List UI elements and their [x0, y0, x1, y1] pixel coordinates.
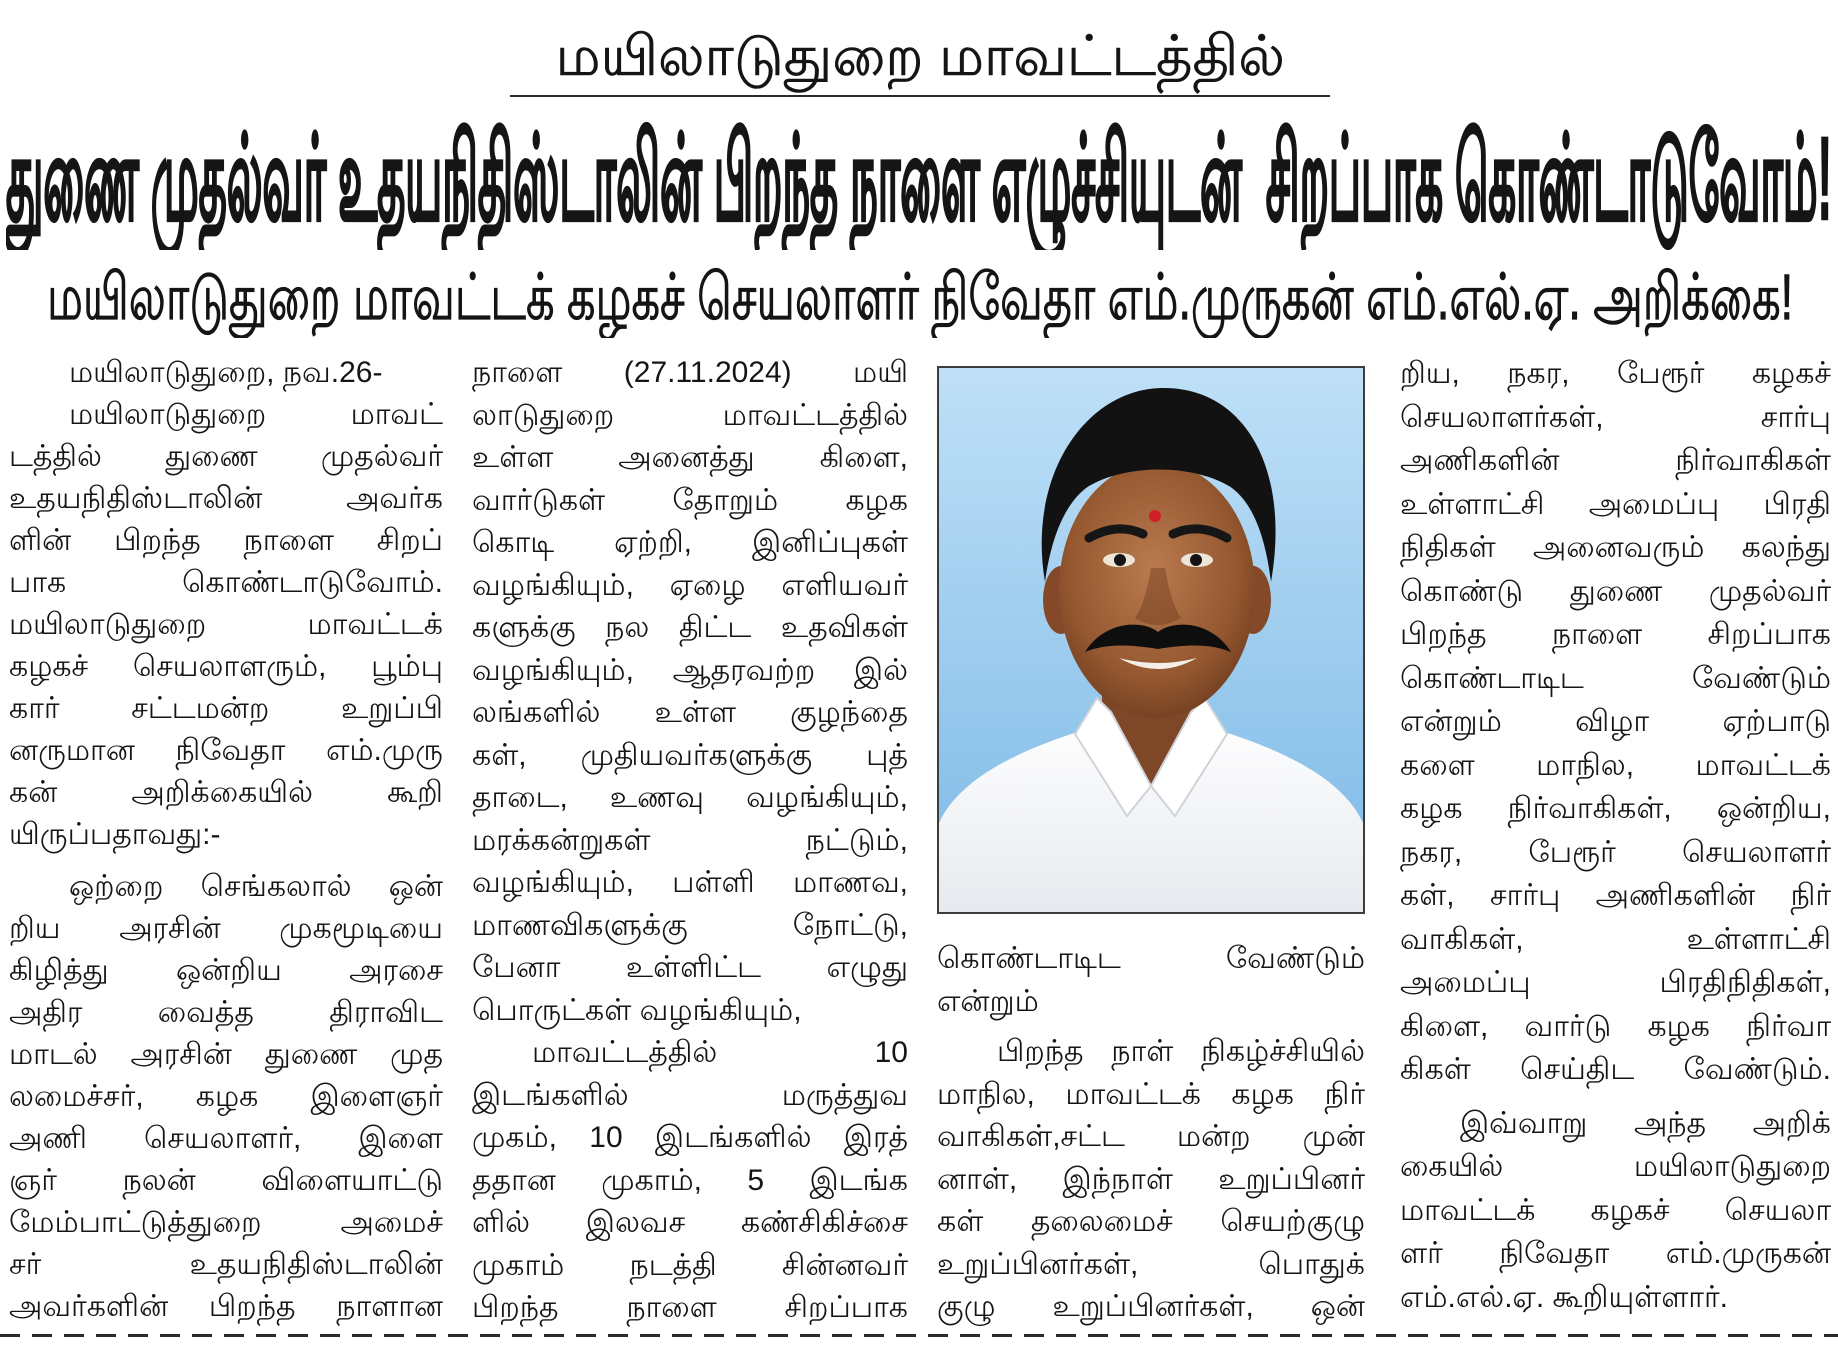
body-line: ளில் இலவச கண்சிகிச்சை: [472, 1206, 908, 1239]
body-line: நாளை (27.11.2024) மயி: [472, 356, 908, 389]
body-line: பிறந்த நாள் நிகழ்ச்சியில்: [997, 1035, 1365, 1068]
body-line: கொடி ஏற்றி, இனிப்புகள்: [472, 526, 908, 559]
tilak-dot: [1149, 510, 1161, 522]
kicker-underline: [510, 95, 1330, 97]
body-line: வாகிகள், உள்ளாட்சி: [1400, 922, 1831, 956]
headline-text: துணை முதல்வர் உதயநிதிஸ்டாலின் பிறந்த நாளை எழுச்சியுடன் சிறப்பாக கொண்டாடுவோம்!: [6, 113, 1832, 245]
body-line: என்றும் விழா ஏற்பாடு: [1400, 705, 1831, 738]
dateline: மயிலாடுதுறை, நவ.26-: [69, 356, 383, 389]
subheadline-text: மயிலாடுதுறை மாவட்டக் கழகச் செயலாளர் நிவேதா எம்.முருகன் எம்.எல்.ஏ. அறிக்கை!: [47, 261, 1793, 333]
body-line: ளர் நிவேதா எம்.முருகன்: [1400, 1237, 1831, 1270]
body-line: கிளை, வார்டு கழக நிர்வா: [1400, 1009, 1831, 1043]
body-line: மாவட்டத்தில் 10: [532, 1036, 908, 1069]
body-line: மயிலாடுதுறை மாவட்டக்: [9, 608, 443, 641]
dashed-cut-line: [0, 1334, 1838, 1337]
kicker-text: மயிலாடுதுறை மாவட்டத்தில்: [555, 24, 1285, 87]
body-line: என்றும்: [937, 984, 1039, 1018]
body-line: கழக நிர்வாகிகள், ஒன்றிய,: [1400, 792, 1831, 825]
body-line: பிறந்த நாளை சிறப்பாக: [1400, 618, 1831, 651]
body-line: உதயநிதிஸ்டாலின் அவர்க: [9, 482, 443, 515]
body-line: இடங்களில் மருத்துவ: [472, 1078, 908, 1112]
body-line: னாள், இந்நாள் உறுப்பினர்: [937, 1162, 1365, 1196]
body-line: அணி செயலாளர், இளை: [9, 1122, 443, 1155]
body-line: றிய, நகர, பேரூர் கழகச்: [1400, 357, 1831, 390]
body-line: இவ்வாறு அந்த அறிக்: [1460, 1106, 1831, 1140]
body-line: அதிர வைத்த திராவிட: [9, 996, 443, 1029]
body-line: மாவட்டக் கழகச் செயலா: [1400, 1193, 1831, 1227]
body-line: மரக்கன்றுகள் நட்டும்,: [472, 823, 908, 857]
body-line: உள்ள அனைத்து கிளை,: [472, 441, 908, 474]
body-line: கள் தலைமைச் செயற்குழு: [937, 1205, 1365, 1238]
body-line: வழங்கியும், ஏழை எளியவர்: [472, 568, 908, 602]
body-line: கார் சட்டமன்ற உறுப்பி: [9, 692, 443, 725]
body-line: தாடை, உணவு வழங்கியும்,: [472, 781, 908, 814]
body-line: கன் அறிக்கையில் கூறி: [9, 776, 443, 809]
body-line: களுக்கு நல திட்ட உதவிகள்: [472, 611, 908, 644]
body-line: பொருட்கள் வழங்கியும்,: [472, 993, 802, 1027]
portrait-photo: [937, 366, 1365, 914]
body-line: அணிகளின் நிர்வாகிகள்: [1400, 444, 1831, 477]
body-line: உறுப்பினர்கள், பொதுக்: [937, 1247, 1365, 1281]
body-line: நிதிகள் அனைவரும் கலந்து: [1400, 531, 1831, 564]
body-line: எம்.எல்.ஏ. கூறியுள்ளார்.: [1400, 1280, 1728, 1314]
body-line: கொண்டாடிட வேண்டும்: [1400, 661, 1831, 695]
body-line: களை மாநில, மாவட்டக்: [1400, 748, 1831, 782]
portrait-drawing: [939, 368, 1363, 912]
article-column-4: [1400, 352, 1831, 1319]
body-line: வாகிகள்,சட்ட மன்ற முன்: [937, 1120, 1365, 1153]
body-line: நகர, பேரூர் செயலாளர்: [1400, 835, 1831, 869]
body-line: லங்களில் உள்ள குழந்தை: [472, 696, 908, 729]
body-line: ஒற்றை செங்கலால் ஒன்: [69, 870, 443, 903]
body-line: கிகள் செய்திட வேண்டும்.: [1400, 1053, 1831, 1086]
body-line: டத்தில் துணை முதல்வர்: [9, 440, 443, 473]
body-line: குழு உறுப்பினர்கள், ஒன்: [937, 1290, 1365, 1323]
kicker-heading: [420, 18, 1420, 94]
body-line: கொண்டாடிட வேண்டும்: [937, 942, 1365, 975]
body-line: பேனா உள்ளிட்ட எழுது: [472, 951, 908, 984]
body-line: செயலாளர்கள், சார்பு: [1400, 400, 1831, 434]
body-line: மாநில, மாவட்டக் கழக நிர்: [937, 1077, 1365, 1111]
body-line: அவர்களின் பிறந்த நாளான: [9, 1290, 443, 1323]
body-line: வழங்கியும், ஆதரவற்ற இல்: [472, 653, 908, 687]
body-line: கொண்டு துணை முதல்வர்: [1400, 574, 1831, 608]
article-column-2: [472, 352, 908, 1330]
body-line: முகாம் நடத்தி சின்னவர்: [472, 1248, 908, 1282]
body-line: கள், முதியவர்களுக்கு புத்: [472, 738, 908, 772]
body-line: ஞர் நலன் விளையாட்டு: [9, 1164, 443, 1197]
body-line: பிறந்த நாளை சிறப்பாக: [472, 1291, 908, 1324]
body-line: சர் உதயநிதிஸ்டாலின்: [9, 1248, 443, 1281]
body-line: கிழித்து ஒன்றிய அரசை: [9, 954, 443, 987]
body-line: மாணவிகளுக்கு நோட்டு,: [472, 908, 908, 942]
body-line: றிய அரசின் முகமூடியை: [9, 912, 443, 945]
body-line: ததான முகாம், 5 இடங்க: [472, 1163, 908, 1197]
body-line: லமைச்சர், கழக இளைஞர்: [9, 1080, 443, 1113]
body-line: லாடுதுறை மாவட்டத்தில்: [472, 398, 908, 432]
body-line: பாக கொண்டாடுவோம்.: [9, 566, 443, 599]
article-column-1: [9, 352, 443, 1328]
body-line: கள், சார்பு அணிகளின் நிர்: [1400, 879, 1831, 912]
headline: [6, 108, 1832, 250]
body-line: மேம்பாட்டுத்துறை அமைச்: [9, 1206, 443, 1239]
body-line: மாடல் அரசின் துணை முத: [9, 1038, 443, 1071]
body-line: கழகச் செயலாளரும், பூம்பு: [9, 650, 443, 683]
body-line: ளின் பிறந்த நாளை சிறப்: [9, 524, 443, 557]
body-line: வார்டுகள் தோறும் கழக: [472, 483, 908, 517]
subheadline: [47, 256, 1793, 338]
body-line: முகம், 10 இடங்களில் இரத்: [472, 1121, 908, 1154]
right-pupil: [1190, 554, 1202, 566]
body-line: உள்ளாட்சி அமைப்பு பிரதி: [1400, 487, 1831, 521]
body-line: னருமான நிவேதா எம்.முரு: [9, 734, 443, 767]
body-line: மயிலாடுதுறை மாவட்: [69, 398, 443, 431]
body-line: கையில் மயிலாடுதுறை: [1400, 1150, 1831, 1183]
article-column-3: [937, 938, 1365, 1329]
body-line: யிருப்பதாவது:-: [9, 818, 221, 851]
body-line: வழங்கியும், பள்ளி மாணவ,: [472, 866, 908, 899]
body-line: அமைப்பு பிரதிநிதிகள்,: [1400, 966, 1831, 999]
left-pupil: [1114, 554, 1126, 566]
